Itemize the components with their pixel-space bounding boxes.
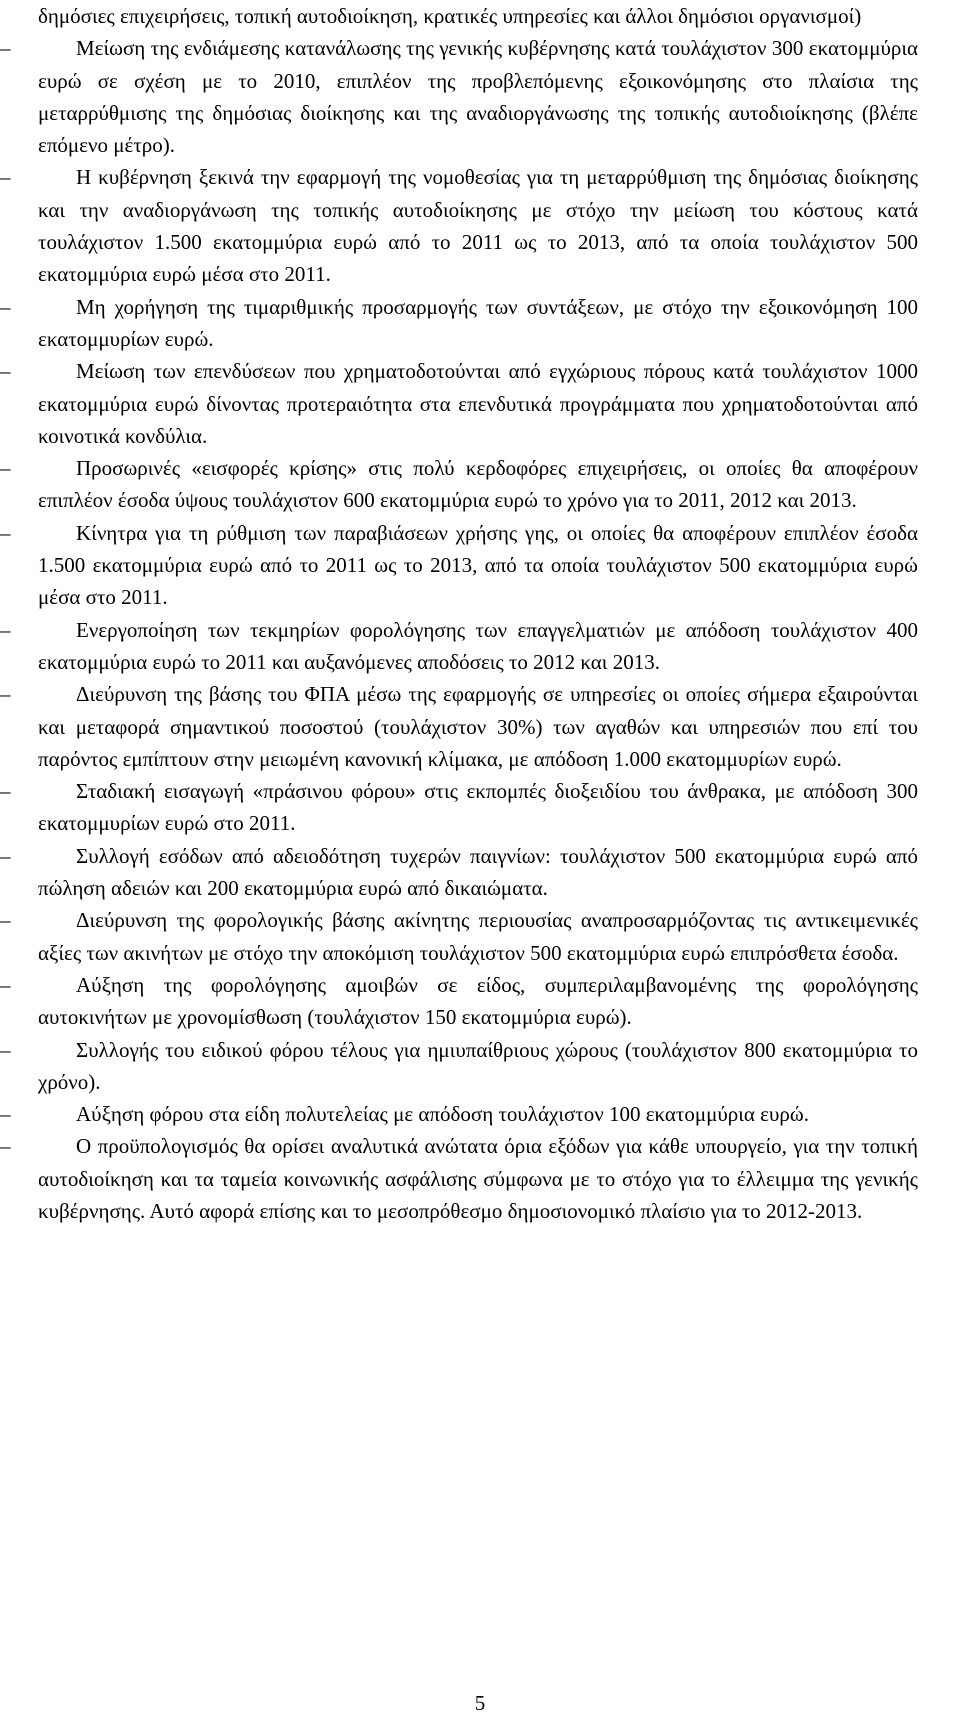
list-item-text: Προσωρινές «εισφορές κρίσης» στις πολύ κερδοφόρες επιχειρήσεις, οι οποίες θα αποφέρουν επιπλέον έσοδα ύψους τουλάχιστον 600 εκατομμύρια ευρώ το χρόνο για το 2011, 2012 και 2013.	[38, 456, 918, 513]
list-item-text: Ενεργοποίηση των τεκμηρίων φορολόγησης των επαγγελματιών με απόδοση τουλάχιστον 400 εκατομμύρια ευρώ το 2011 και αυξανόμενες αποδόσεις το 2012 και 2013.	[38, 617, 918, 674]
list-item	[0, 291, 918, 356]
bullet-dash: –	[0, 972, 11, 997]
page-number: 5	[474, 1691, 486, 1715]
list-item	[0, 1098, 918, 1130]
list-item-text: Μείωση της ενδιάμεσης κατανάλωσης της γενικής κυβέρνησης κατά τουλάχιστον 300 εκατομμύρια ευρώ σε σχέση με το 2010, επιπλέον της προβλεπόμενης εξοικονόμησης στο πλαίσια της μεταρρύθμισης της δημόσιας διοίκησης και της αναδιοργάνωσης της τοπικής αυτοδιοίκησης (βλέπε επόμενο μέτρο).	[38, 36, 918, 158]
list-item-text: Αύξηση φόρου στα είδη πολυτελείας με απόδοση τουλάχιστον 100 εκατομμύρια ευρώ.	[76, 1102, 809, 1127]
list-item	[0, 614, 918, 679]
list-item	[0, 355, 918, 452]
list-item-text: Συλλογής του ειδικού φόρου τέλους για ημιυπαίθριους χώρους (τουλάχιστον 800 εκατομμύρια το χρόνο).	[38, 1037, 918, 1094]
bullet-dash: –	[0, 617, 11, 642]
bullet-dash: –	[0, 36, 11, 61]
bullet-dash: –	[0, 520, 11, 545]
list-item	[0, 32, 918, 161]
list-item-text: Σταδιακή εισαγωγή «πράσινου φόρου» στις εκπομπές διοξειδίου του άνθρακα, με απόδοση 300 εκατομμυρίων ευρώ στο 2011.	[38, 779, 918, 836]
list-item	[0, 678, 918, 775]
list-item-text: Αύξηση της φορολόγησης αμοιβών σε είδος, συμπεριλαμβανομένης της φορολόγησης αυτοκινήτων με χρονομίσθωση (τουλάχιστον 150 εκατομμύρια ευρώ).	[38, 972, 918, 1030]
list-item	[0, 775, 918, 840]
bullet-dash: –	[0, 1037, 11, 1062]
list-item	[0, 904, 918, 969]
list-item	[0, 1034, 918, 1099]
list-item-text: Μείωση των επενδύσεων που χρηματοδοτούνται από εγχώριους πόρους κατά τουλάχιστον 1000 εκατομμύρια ευρώ δίνοντας προτεραιότητα στα επενδυτικά προγράμματα που χρηματοδοτούνται από κοινοτικά κονδύλια.	[38, 359, 918, 448]
list-item-text: Η κυβέρνηση ξεκινά την εφαρμογή της νομοθεσίας για τη μεταρρύθμιση της δημόσιας διοίκησης και την αναδιοργάνωση της τοπικής αυτοδιοίκησης με στόχο την μείωση του κόστους κατά τουλάχιστον 1.500 εκατομμύρια ευρώ από το 2011 ως το 2013, από τα οποία τουλάχιστον 500 εκατομμύρια ευρώ μέσα στο 2011.	[38, 165, 918, 287]
bullet-dash: –	[0, 1134, 11, 1159]
bullet-dash: –	[0, 1102, 11, 1127]
list-item	[0, 1130, 918, 1227]
list-item-text: Κίνητρα για τη ρύθμιση των παραβιάσεων χρήσης γης, οι οποίες θα αποφέρουν επιπλέον έσοδα 1.500 εκατομμύρια ευρώ από το 2011 ως το 2013, από τα οποία τουλάχιστον 500 εκατομμύρια ευρώ μέσα στο 2011.	[38, 520, 918, 610]
bullet-dash: –	[0, 682, 11, 707]
bullet-dash: –	[0, 165, 11, 190]
bullet-dash: –	[0, 359, 11, 384]
list-item	[0, 452, 918, 517]
list-item	[0, 161, 918, 290]
bullet-dash: –	[0, 779, 11, 804]
list-item	[0, 840, 918, 905]
list-item-text: Διεύρυνση της βάσης του ΦΠΑ μέσω της εφαρμογής σε υπηρεσίες οι οποίες σήμερα εξαιρούνται και μεταφορά σημαντικού ποσοστού (τουλάχιστον 30%) των αγαθών και υπηρεσιών που επί του παρόντος εμπίπτουν στην μειωμένη κανονική κλίμακα, με απόδοση 1.000 εκατομμυρίων ευρώ.	[38, 682, 918, 771]
bullet-dash: –	[0, 843, 11, 868]
list-item-text: Ο προϋπολογισμός θα ορίσει αναλυτικά ανώτατα όρια εξόδων για κάθε υπουργείο, για την τοπική αυτοδιοίκηση και τα ταμεία κοινωνικής ασφάλισης σύμφωνα με το στόχο για το έλλειμμα της γενικής κυβέρνησης. Αυτό αφορά επίσης και το μεσοπρόθεσμο δημοσιονομικό πλαίσιο για το 2012-2013.	[38, 1134, 918, 1223]
list-item-text: Διεύρυνση της φορολογικής βάσης ακίνητης περιουσίας αναπροσαρμόζοντας τις αντικειμενικές αξίες των ακινήτων με στόχο την αποκόμιση τουλάχιστον 500 εκατομμύρια ευρώ επιπρόσθετα έσοδα.	[38, 908, 918, 965]
intro-paragraph: δημόσιες επιχειρήσεις, τοπική αυτοδιοίκηση, κρατικές υπηρεσίες και άλλοι δημόσιοι οργανισμοί)	[38, 4, 862, 28]
list-item	[0, 969, 918, 1034]
measures-list	[0, 32, 918, 1227]
bullet-dash: –	[0, 456, 11, 481]
list-item-text: Συλλογή εσόδων από αδειοδότηση τυχερών παιγνίων: τουλάχιστον 500 εκατομμύρια ευρώ από πώληση αδειών και 200 εκατομμύρια ευρώ από δικαιώματα.	[38, 843, 918, 901]
bullet-dash: –	[0, 908, 11, 933]
list-item	[0, 517, 918, 614]
bullet-dash: –	[0, 294, 11, 319]
list-item-text: Μη χορήγηση της τιμαριθμικής προσαρμογής των συντάξεων, με στόχο την εξοικονόμηση 100 εκατομμυρίων ευρώ.	[38, 294, 918, 351]
